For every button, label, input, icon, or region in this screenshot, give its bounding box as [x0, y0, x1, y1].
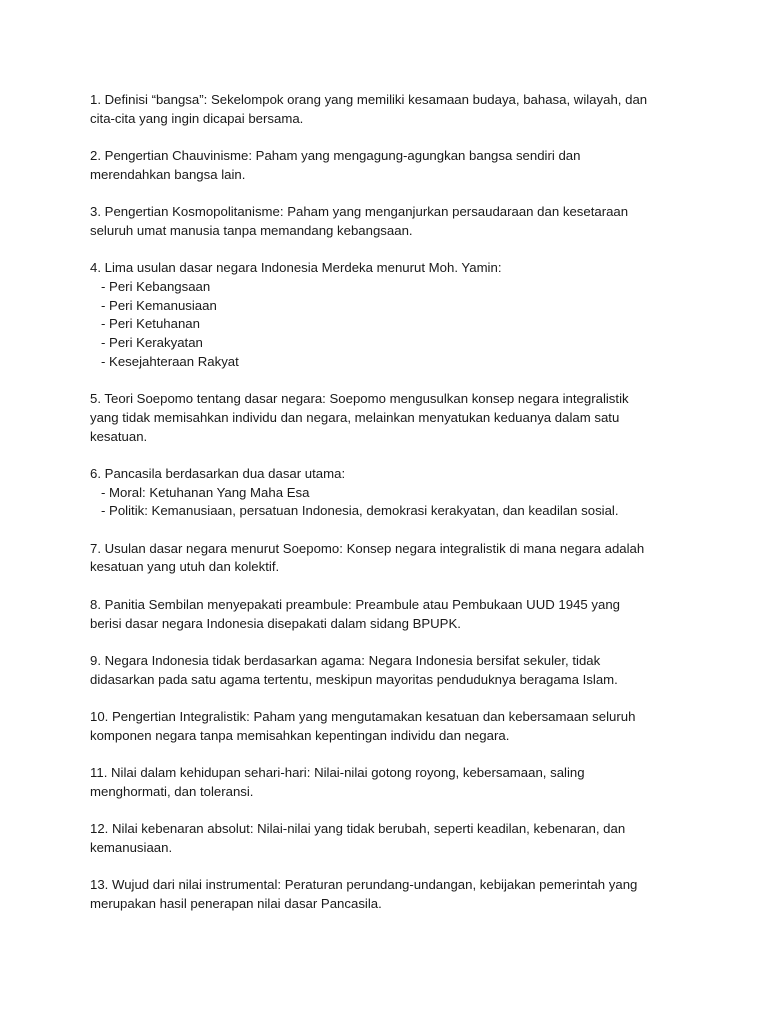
text-line: 3. Pengertian Kosmopolitanisme: Paham yang menganjurkan persaudaraan dan kesetaraan — [90, 204, 629, 220]
text-line: cita-cita yang ingin dicapai bersama. — [90, 110, 304, 126]
text-line: 13. Wujud dari nilai instrumental: Peraturan perundang-undangan, kebijakan pemerintah yang — [90, 877, 638, 893]
text-line: 4. Lima usulan dasar negara Indonesia Merdeka menurut Moh. Yamin: — [90, 260, 502, 276]
paragraph-7 — [90, 540, 690, 577]
paragraph-10 — [90, 708, 690, 745]
text-line: 9. Negara Indonesia tidak berdasarkan agama: Negara Indonesia bersifat sekuler, tidak — [90, 652, 601, 668]
list-item: - Peri Ketuhanan — [90, 316, 200, 332]
paragraph-13 — [90, 876, 690, 913]
text-line: komponen negara tanpa memisahkan kepentingan individu dan negara. — [90, 727, 510, 743]
list-item: - Moral: Ketuhanan Yang Maha Esa — [90, 484, 310, 500]
text-line: 7. Usulan dasar negara menurut Soepomo: Konsep negara integralistik di mana negara adalah — [90, 540, 645, 556]
paragraph-4 — [90, 259, 690, 371]
text-line: merendahkan bangsa lain. — [90, 166, 246, 182]
paragraph-2 — [90, 147, 690, 184]
text-line: 2. Pengertian Chauvinisme: Paham yang mengagung-agungkan bangsa sendiri dan — [90, 148, 581, 164]
list-item: - Kesejahteraan Rakyat — [90, 353, 239, 369]
text-line: 8. Panitia Sembilan menyepakati preambule: Preambule atau Pembukaan UUD 1945 yang — [90, 596, 621, 612]
text-line: 5. Teori Soepomo tentang dasar negara: Soepomo mengusulkan konsep negara integralistik — [90, 391, 629, 407]
text-line: berisi dasar negara Indonesia disepakati dalam sidang BPUPK. — [90, 615, 461, 631]
list-item: - Peri Kebangsaan — [90, 278, 211, 294]
list-item: - Politik: Kemanusiaan, persatuan Indonesia, demokrasi kerakyatan, dan keadilan sosial. — [90, 503, 619, 519]
text-line: 6. Pancasila berdasarkan dua dasar utama: — [90, 465, 346, 481]
paragraph-3 — [90, 203, 690, 240]
document-page — [90, 91, 690, 932]
paragraph-1 — [90, 91, 690, 128]
text-line: 10. Pengertian Integralistik: Paham yang mengutamakan kesatuan dan kebersamaan seluruh — [90, 709, 636, 725]
paragraph-12 — [90, 820, 690, 857]
list-item: - Peri Kemanusiaan — [90, 297, 217, 313]
list-item: - Peri Kerakyatan — [90, 335, 203, 351]
paragraph-9 — [90, 652, 690, 689]
text-line: kemanusiaan. — [90, 839, 173, 855]
text-line: yang tidak memisahkan individu dan negara, melainkan menyatukan keduanya dalam satu — [90, 409, 620, 425]
text-line: seluruh umat manusia tanpa memandang kebangsaan. — [90, 222, 413, 238]
paragraph-8 — [90, 596, 690, 633]
paragraph-6 — [90, 465, 690, 521]
paragraph-11 — [90, 764, 690, 801]
text-line: merupakan hasil penerapan nilai dasar Pancasila. — [90, 896, 382, 912]
text-line: kesatuan yang utuh dan kolektif. — [90, 559, 280, 575]
paragraph-5 — [90, 390, 690, 446]
text-line: didasarkan pada satu agama tertentu, meskipun mayoritas penduduknya beragama Islam. — [90, 671, 618, 687]
text-line: kesatuan. — [90, 428, 148, 444]
text-line: 12. Nilai kebenaran absolut: Nilai-nilai yang tidak berubah, seperti keadilan, kebenaran, dan — [90, 821, 626, 837]
text-line: 11. Nilai dalam kehidupan sehari-hari: Nilai-nilai gotong royong, kebersamaan, saling — [90, 765, 585, 781]
text-line: menghormati, dan toleransi. — [90, 783, 254, 799]
text-line: 1. Definisi “bangsa”: Sekelompok orang yang memiliki kesamaan budaya, bahasa, wilayah, dan — [90, 92, 648, 107]
